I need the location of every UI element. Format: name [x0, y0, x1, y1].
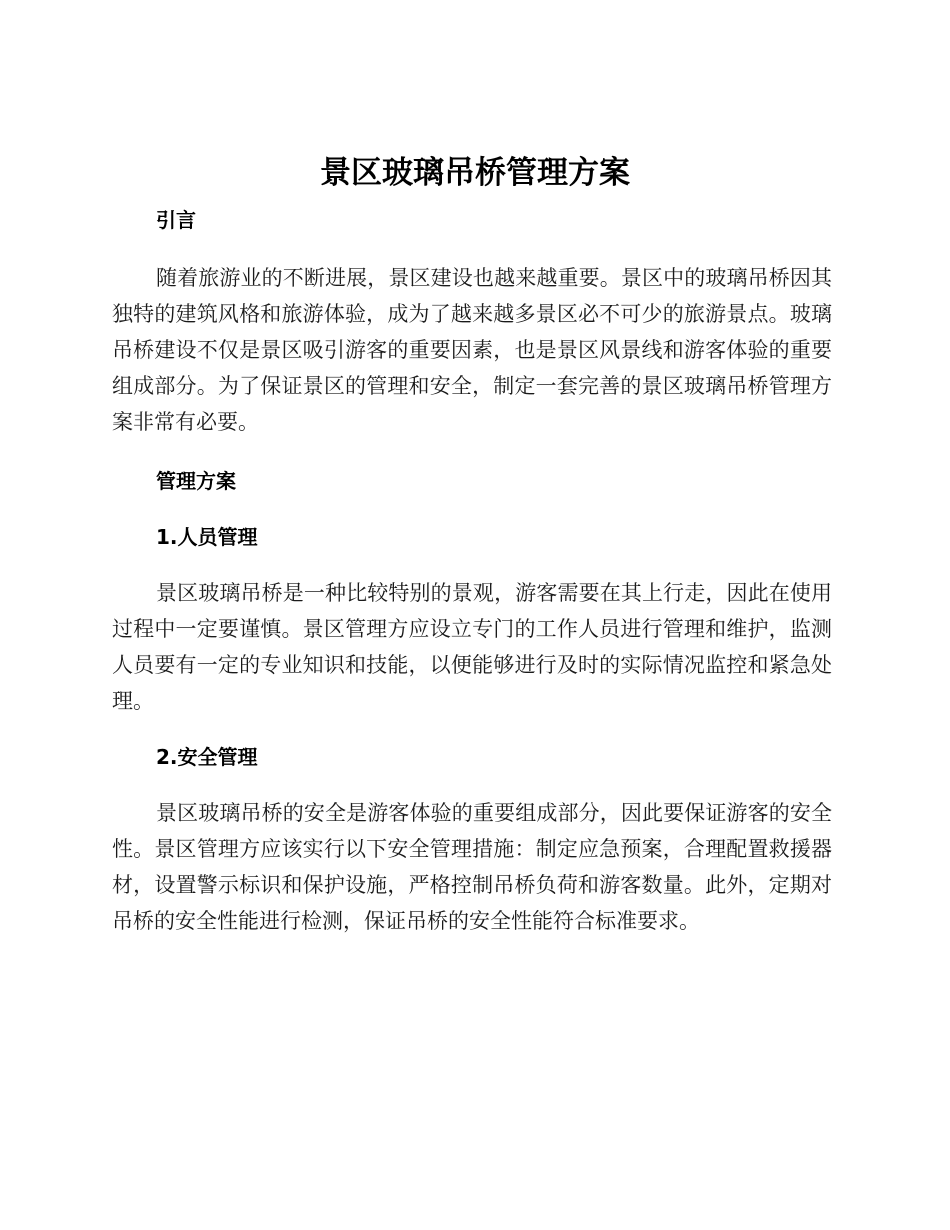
section-heading-intro: 引言 [156, 208, 196, 232]
document-title: 景区玻璃吊桥管理方案 [320, 155, 630, 191]
intro-paragraph: 随着旅游业的不断进展，景区建设也越来越重要。景区中的玻璃吊桥因其独特的建筑风格和旅游体验，成为了越来越多景区必不可少的旅游景点。玻璃吊桥建设不仅是景区吸引游客的重要因素，也是景区风景线和游客体验的重要组成部分。为了保证景区的管理和安全，制定一套完善的景区玻璃吊桥管理方案非常有必要。 [112, 266, 832, 434]
subsection-heading-safety: 2.安全管理 [156, 745, 258, 769]
staff-paragraph: 景区玻璃吊桥是一种比较特别的景观，游客需要在其上行走，因此在使用过程中一定要谨慎。景区管理方应设立专门的工作人员进行管理和维护，监测人员要有一定的专业知识和技能，以便能够进行及时的实际情况监控和紧急处理。 [112, 581, 832, 713]
section-heading-plan: 管理方案 [156, 469, 236, 493]
subsection-heading-staff: 1.人员管理 [156, 525, 258, 549]
safety-paragraph: 景区玻璃吊桥的安全是游客体验的重要组成部分，因此要保证游客的安全性。景区管理方应该实行以下安全管理措施：制定应急预案，合理配置救援器材，设置警示标识和保护设施，严格控制吊桥负荷和游客数量。此外，定期对吊桥的安全性能进行检测，保证吊桥的安全性能符合标准要求。 [112, 801, 832, 933]
document-body [112, 202, 832, 939]
